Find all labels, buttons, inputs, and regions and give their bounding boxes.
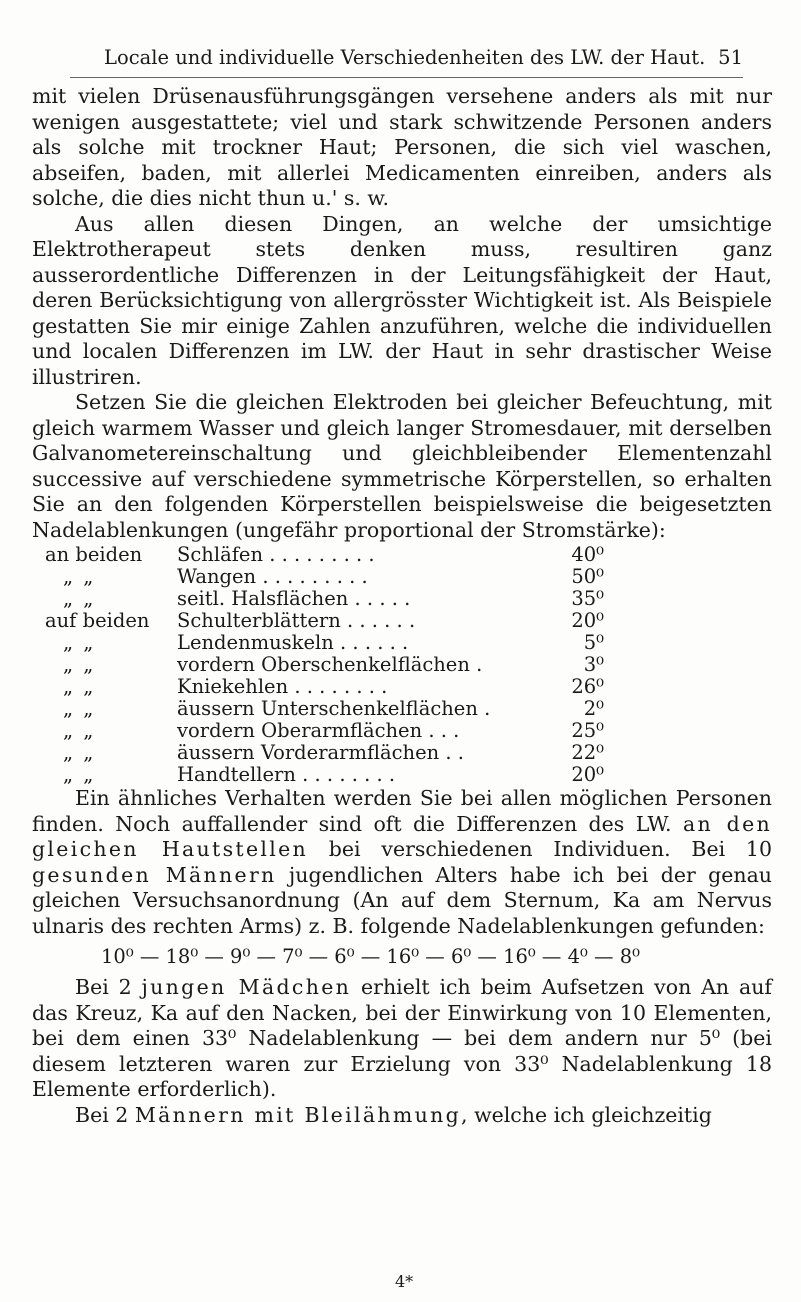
body-text — [32, 84, 772, 1128]
row-value: 25⁰ — [571, 719, 604, 742]
table-row — [45, 566, 604, 588]
row-value: 50⁰ — [571, 565, 604, 588]
table-row — [45, 588, 604, 610]
row-label: Handtellern . . . . . . . . — [177, 763, 396, 786]
row-label: Schläfen . . . . . . . . . — [177, 543, 375, 566]
row-prefix: „ „ — [63, 697, 96, 720]
p4-text-b: bei verschiedenen Individuen. — [308, 837, 671, 861]
row-label: Schulterblättern . . . . . . — [177, 609, 416, 632]
row-value: 26⁰ — [571, 675, 604, 698]
running-title: Locale und individuelle Verschiedenheiten des LW. der Haut. — [104, 46, 706, 69]
row-prefix: „ „ — [63, 719, 96, 742]
paragraph-2: Aus allen diesen Dingen, an welche der umsichtige Elektrotherapeut stets denken muss, resultiren ganz ausserordentliche Differenzen in der Leitungsfähigkeit der Haut, deren Berücksichtigung von allergrösster Wichtigkeit ist. Als Beispiele gestatten Sie mir einige Zahlen anzuführen, welche die individuellen und localen Differenzen im LW. der Haut in sehr drastischer Weise illustriren. — [32, 211, 772, 389]
row-prefix: „ „ — [63, 587, 96, 610]
table-row — [45, 610, 604, 632]
row-prefix: „ „ — [63, 675, 96, 698]
row-label: Lendenmuskeln . . . . . . — [177, 631, 409, 654]
formula-line — [32, 945, 772, 969]
table-row — [45, 654, 604, 676]
row-label: seitl. Halsflächen . . . . . — [177, 587, 411, 610]
row-label: vordern Oberschenkelflächen . — [177, 653, 483, 676]
row-value: 2⁰ — [583, 697, 604, 720]
table-row — [45, 742, 604, 764]
page-number: 51 — [718, 46, 743, 69]
row-label: äussern Unterschenkelflächen . — [177, 697, 491, 720]
table-row — [45, 698, 604, 720]
p5-emphasis: jungen Mädchen — [141, 975, 352, 999]
p4-text-d: jugendlichen Alters habe ich bei der genau gleichen Versuchsanordnung (An auf dem Sternum, Ka am Nervus ulnaris des rechten Arms) z. B. folgende Nadelablenkungen gefunden: — [32, 862, 772, 938]
row-prefix: auf beiden — [45, 609, 150, 632]
p6-text-b: , welche ich gleichzeitig — [461, 1102, 712, 1127]
row-value: 20⁰ — [571, 763, 604, 786]
paragraph-1: mit vielen Drüsenausführungsgängen versehene anders als mit nur wenigen ausgestattete; viel und stark schwitzende Personen anders als solche mit trockner Haut; Personen, die sich viel waschen, abseifen, baden, mit allerlei Medicamenten einreiben, anders als solche, die dies nicht thun u.' s. w. — [32, 84, 772, 210]
table-row — [45, 632, 604, 654]
measurement-table — [45, 544, 604, 786]
p6-emphasis: Männern mit Bleilähmung — [134, 1102, 462, 1127]
p5-text-a: Bei 2 — [75, 975, 142, 999]
row-value: 22⁰ — [571, 741, 604, 764]
row-prefix: „ „ — [63, 631, 96, 654]
row-prefix: „ „ — [63, 763, 96, 786]
row-label: äussern Vorderarmflächen . . — [177, 741, 464, 764]
paragraph-5 — [32, 975, 772, 1103]
p5-text-b: erhielt ich beim Aufsetzen von An auf das Kreuz, Ka auf den Nacken, bei der Einwirkung von 10 Elementen, bei dem einen 33⁰ Nadelablenkung — bei dem andern nur 5⁰ (bei diesem letzteren waren zur Erzielung von 33⁰ Nadelablenkung 18 Elemente erforderlich). — [32, 975, 772, 1101]
table-row — [45, 544, 604, 566]
paragraph-4 — [32, 786, 772, 939]
row-label: Kniekehlen . . . . . . . . — [177, 675, 388, 698]
p4-emphasis-a: an den gleichen Hautstellen — [32, 811, 773, 861]
table-row — [45, 720, 604, 742]
formula-values: 10⁰ — 18⁰ — 9⁰ — 7⁰ — 6⁰ — 16⁰ — 6⁰ — 16⁰ — 4⁰ — 8⁰ — [101, 945, 640, 968]
p4-emphasis-b: gesunden Männern — [32, 862, 277, 887]
table-row — [45, 676, 604, 698]
row-value: 35⁰ — [571, 587, 604, 610]
row-value: 40⁰ — [571, 543, 604, 566]
row-value: 20⁰ — [571, 609, 604, 632]
header-rule — [70, 77, 743, 78]
row-prefix: an beiden — [45, 543, 143, 566]
row-prefix: „ „ — [63, 741, 96, 764]
row-label: vordern Oberarmflächen . . . — [177, 719, 460, 742]
table-row — [45, 764, 604, 786]
row-value: 3⁰ — [583, 653, 604, 676]
p4-text-a: Ein ähnliches Verhalten werden Sie bei allen möglichen Personen finden. Noch auffallender sind oft die Differenzen des LW. — [32, 786, 772, 836]
row-value: 5⁰ — [583, 631, 604, 654]
paragraph-3: Setzen Sie die gleichen Elektroden bei gleicher Befeuchtung, mit gleich warmem Wasser und gleich langer Stromesdauer, mit derselben Galvanometereinschaltung und gleichbleibender Elementenzahl successive auf verschiedene symmetrische Körperstellen, so erhalten Sie an den folgenden Körperstellen beispielsweise die beigesetzten Nadelablenkungen (ungefähr proportional der Stromstärke): — [32, 390, 772, 542]
paragraph-6 — [32, 1103, 772, 1129]
p4-text-c: Bei 10 — [691, 837, 772, 861]
row-prefix: „ „ — [63, 565, 96, 588]
row-label: Wangen . . . . . . . . . — [177, 565, 368, 588]
row-prefix: „ „ — [63, 653, 96, 676]
signature-mark: 4* — [395, 1272, 414, 1291]
p6-text-a: Bei 2 — [75, 1102, 135, 1127]
